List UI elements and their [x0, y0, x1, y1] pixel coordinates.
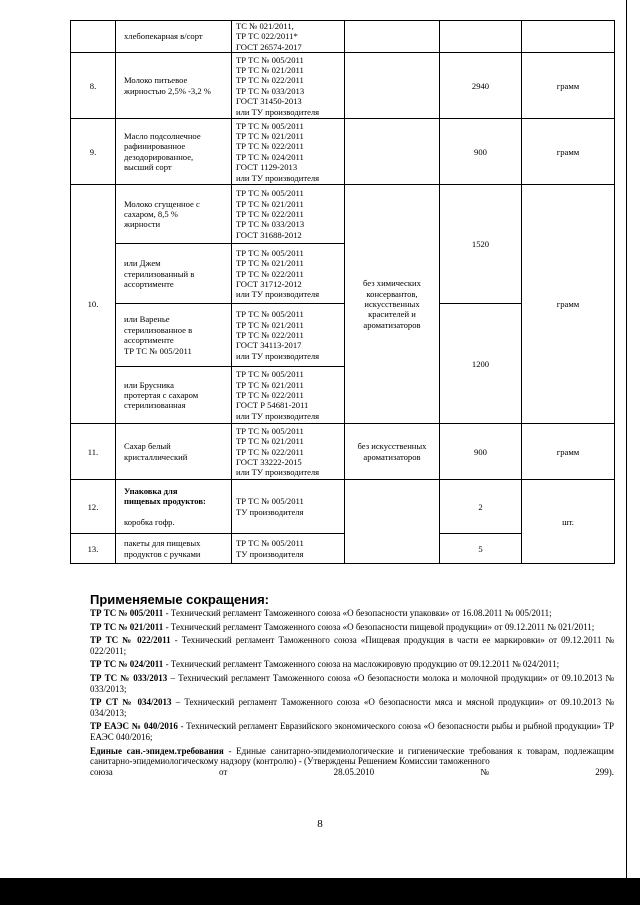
spacer: [124, 507, 227, 517]
product-name-line: или Варенье: [124, 314, 170, 325]
abbreviation-text: – Технический регламент Таможенного союза «О безопасности молока и молочной продукции» от 09.10.2013 № 033/2013;: [90, 672, 614, 694]
requirements-line: без химических: [363, 278, 421, 289]
standards-line: ГОСТ 33222-2015: [236, 456, 302, 467]
product-name-line: жирности: [124, 219, 161, 230]
product-name: [116, 424, 232, 480]
product-name: [116, 21, 232, 53]
standards: [232, 534, 345, 564]
standards-line: ТР ТС № 022/2011: [236, 141, 304, 152]
table-row: [71, 480, 615, 534]
requirements-line: ароматизаторов: [363, 319, 421, 330]
standards-line: ТУ производителя: [236, 506, 304, 517]
row-number: 12.: [71, 480, 116, 534]
product-name-line: кристаллический: [124, 451, 188, 462]
standards-line: ГОСТ 26574-2017: [236, 41, 302, 52]
scan-bottom-band: [0, 878, 640, 905]
standards-line: ТР ТС № 005/2011: [236, 54, 304, 65]
abbreviation-signoff: [90, 767, 614, 778]
product-name: [116, 534, 232, 564]
standards-line: ГОСТ 1129-2013: [236, 162, 298, 173]
product-name-line: ассортименте: [124, 335, 174, 346]
standards-line: ТР ТС № 005/2011: [236, 188, 304, 199]
row-number: [71, 21, 116, 53]
product-name-line: пищевых продуктов:: [124, 496, 206, 507]
product-name: [116, 53, 232, 119]
product-name-line: рафинированное: [124, 141, 186, 152]
standards: [232, 367, 345, 424]
standards-line: ТР ТС № 005/2011: [236, 247, 304, 258]
standards-line: ТР ТС № 021/2011: [236, 198, 304, 209]
table-row: [71, 424, 615, 480]
abbreviation-term: ТР ТС № 021/2011: [90, 621, 164, 632]
standards-line: или ТУ производителя: [236, 289, 320, 300]
product-name-line: Молоко сгущенное с: [124, 198, 200, 209]
standards-line: ГОСТ Р 54681-2011: [236, 400, 309, 411]
product-name-line: ассортименте: [124, 278, 174, 289]
abbreviation-item: [90, 697, 614, 718]
abbreviation-item: [90, 659, 614, 670]
standards-line: ТР ТС № 021/2011: [236, 319, 304, 330]
standards-line: ГОСТ 34113-2017: [236, 340, 302, 351]
requirements-line: консервантов,: [366, 288, 418, 299]
row-number: 10.: [71, 185, 116, 424]
abbreviation-item: [90, 635, 614, 656]
quantity: 900: [440, 424, 522, 480]
standards-line: ТС № 021/2011,: [236, 21, 294, 31]
abbreviation-text: - Технический регламент Таможенного союза «О безопасности упаковки» от 16.08.2011 № 005/2011;: [163, 608, 552, 618]
quantity: 1200: [440, 304, 522, 424]
standards-line: ГОСТ 31450-2013: [236, 96, 302, 107]
requirements: [345, 53, 440, 119]
standards-line: ТР ТС № 005/2011: [236, 369, 304, 380]
requirements: [345, 424, 440, 480]
standards-line: ТР ТС № 033/2013: [236, 219, 305, 230]
abbreviation-item: [90, 721, 614, 742]
abbreviation-term: ТР ТС № 024/2011: [90, 659, 164, 670]
product-name-line: дезодорированное,: [124, 151, 194, 162]
product-name-line: Молоко питьевое: [124, 75, 188, 86]
standards-line: ТР ТС № 022/2011: [236, 75, 304, 86]
abbreviation-term: ТР СТ № 034/2013: [90, 697, 172, 708]
row-number: 13.: [71, 534, 116, 564]
table-row: [71, 119, 615, 185]
standards-line: ТР ТС № 022/2011: [236, 390, 304, 401]
standards: [232, 424, 345, 480]
signoff-part: союза: [90, 766, 113, 777]
standards-line: ТР ТС № 022/2011: [236, 446, 304, 457]
product-name-line: пакеты для пищевых: [124, 538, 201, 549]
standards: [232, 244, 345, 304]
signoff-part: 299).: [595, 766, 614, 777]
requirements-line: красителей и: [368, 309, 416, 320]
abbreviation-text: - Технический регламент Таможенного союза «О безопасности пищевой продукции» от 09.12.2011 № 021/2011;: [163, 621, 595, 632]
standards-line: ТР ТС № 022/2011: [236, 330, 304, 341]
abbreviation-item: [90, 746, 614, 778]
unit: грамм: [522, 424, 615, 480]
page-number: 8: [317, 818, 323, 830]
standards-line: ГОСТ 31688-2012: [236, 229, 302, 240]
requirements-line: искусственных: [364, 299, 420, 310]
standards: [232, 21, 345, 53]
product-name: [116, 480, 232, 534]
standards-line: ТР ТС № 022/2011: [236, 209, 304, 220]
product-name-line: хлебопекарная в/сорт: [124, 31, 203, 42]
abbreviations-title: Применяемые сокращения:: [90, 592, 269, 607]
page-edge-line: [626, 0, 627, 878]
product-name-line: коробка гофр.: [124, 517, 175, 528]
requirements: [345, 21, 440, 53]
standards-line: ТР ТС № 005/2011: [236, 538, 304, 549]
requirements-line: без искусственных: [357, 441, 427, 452]
product-name-line: сахаром, 8,5 %: [124, 209, 178, 220]
abbreviation-item: [90, 608, 614, 619]
standards-line: ГОСТ 31712-2012: [236, 278, 302, 289]
standards-line: ТР ТС № 024/2011: [236, 151, 304, 162]
standards-line: ТР ТС № 021/2011: [236, 379, 304, 390]
abbreviation-text: - Единые санитарно-эпидемиологические и гигиенические требования к товарам, подлежащим санитарно-эпидемиологическому надзору (контролю) - (Утверждены Решением Комиссии таможенного: [90, 745, 614, 767]
product-name-line: Упаковка для: [124, 485, 178, 496]
standards: [232, 185, 345, 244]
abbreviation-item: [90, 673, 614, 694]
standards-line: ТР ТС № 005/2011: [236, 425, 304, 436]
requirements: [345, 119, 440, 185]
abbreviation-text: - Технический регламент Таможенного союза на масложировую продукцию от 09.12.2011 № 024/2011;: [163, 659, 560, 670]
abbreviation-item: [90, 622, 614, 633]
standards-line: ТР ТС № 005/2011: [236, 309, 304, 320]
abbreviation-term: ТР ЕАЭС № 040/2016: [90, 721, 178, 732]
abbreviation-term: Единые сан.-эпидем.требования: [90, 745, 224, 756]
standards-line: ТР ТС № 021/2011: [236, 436, 304, 447]
abbreviations-section: [90, 592, 614, 780]
signoff-part: 28.05.2010: [333, 766, 375, 777]
product-name-line: высший сорт: [124, 162, 172, 173]
standards: [232, 119, 345, 185]
table-row: [71, 21, 615, 53]
abbreviation-term: ТР ТС № 022/2011: [90, 635, 171, 646]
quantity: 5: [440, 534, 522, 564]
standards-line: ТР ТС № 005/2011: [236, 120, 304, 131]
abbreviation-text: – Технический регламент Таможенного союза «О безопасности мяса и мясной продукции» от 09.10.2013 № 034/2013;: [90, 697, 614, 718]
table-row: [71, 53, 615, 119]
standards-line: ТР ТС № 021/2011: [236, 130, 304, 141]
unit: грамм: [522, 53, 615, 119]
unit: грамм: [522, 185, 615, 424]
product-name: [116, 185, 232, 244]
product-name: [116, 119, 232, 185]
standards-line: или ТУ производителя: [236, 410, 320, 421]
product-name-line: Масло подсолнечное: [124, 130, 201, 141]
requirements: [345, 185, 440, 424]
product-name-line: стерилизованное в: [124, 324, 193, 335]
product-name-line: жирностью 2,5% -3,2 %: [124, 85, 211, 96]
abbreviations-list: [90, 608, 614, 743]
product-name-line: продуктов с ручками: [124, 548, 201, 559]
product-name-line: или Джем: [124, 258, 161, 269]
product-name: [116, 244, 232, 304]
standards-line: или ТУ производителя: [236, 106, 320, 117]
unit: шт.: [522, 480, 615, 564]
quantity: 2940: [440, 53, 522, 119]
product-name-line: протертая с сахаром: [124, 390, 199, 401]
quantity: 900: [440, 119, 522, 185]
requirements: [345, 480, 440, 564]
standards-line: ТР ТС № 033/2013: [236, 85, 305, 96]
quantity: 2: [440, 480, 522, 534]
standards-line: ТР ТС № 022/2011: [236, 268, 304, 279]
product-name-line: стерилизованный в: [124, 268, 195, 279]
standards-line: ТР ТС 022/2011*: [236, 31, 298, 42]
product-spec-table: [70, 20, 615, 564]
product-name: [116, 304, 232, 367]
unit: [522, 21, 615, 53]
quantity: [440, 21, 522, 53]
product-name-line: ТР ТС № 005/2011: [124, 345, 192, 356]
standards: [232, 53, 345, 119]
product-name-line: Сахар белый: [124, 441, 171, 452]
standards-line: ТУ производителя: [236, 548, 304, 559]
product-name-line: стерилизованная: [124, 400, 186, 411]
standards-line: или ТУ производителя: [236, 172, 320, 183]
row-number: 9.: [71, 119, 116, 185]
standards-line: или ТУ производителя: [236, 350, 320, 361]
product-name: [116, 367, 232, 424]
standards-line: или ТУ производителя: [236, 467, 320, 478]
requirements-line: ароматизаторов: [363, 451, 421, 462]
abbreviation-term: ТР ТС № 005/2011: [90, 608, 164, 618]
unit: грамм: [522, 119, 615, 185]
product-name-line: или Брусника: [124, 379, 174, 390]
row-number: 8.: [71, 53, 116, 119]
quantity: 1520: [440, 185, 522, 304]
abbreviation-term: ТР ТС № 033/2013: [90, 672, 168, 683]
standards-line: ТР ТС № 021/2011: [236, 258, 304, 269]
row-number: 11.: [71, 424, 116, 480]
signoff-part: №: [480, 766, 489, 777]
standards-line: ТР ТС № 021/2011: [236, 64, 304, 75]
abbreviation-text: - Технический регламент Евразийского экономического союза «О безопасности рыбы и рыбной продукции» ТР ЕАЭС 040/2016;: [90, 721, 614, 742]
table-row: [71, 185, 615, 244]
standards: [232, 304, 345, 367]
standards: [232, 480, 345, 534]
signoff-part: от: [219, 766, 228, 777]
standards-line: ТР ТС № 005/2011: [236, 496, 304, 507]
abbreviation-text: - Технический регламент Таможенного союза «Пищевая продукция в части ее маркировки» от 09.12.2011 № 022/2011;: [90, 635, 614, 656]
